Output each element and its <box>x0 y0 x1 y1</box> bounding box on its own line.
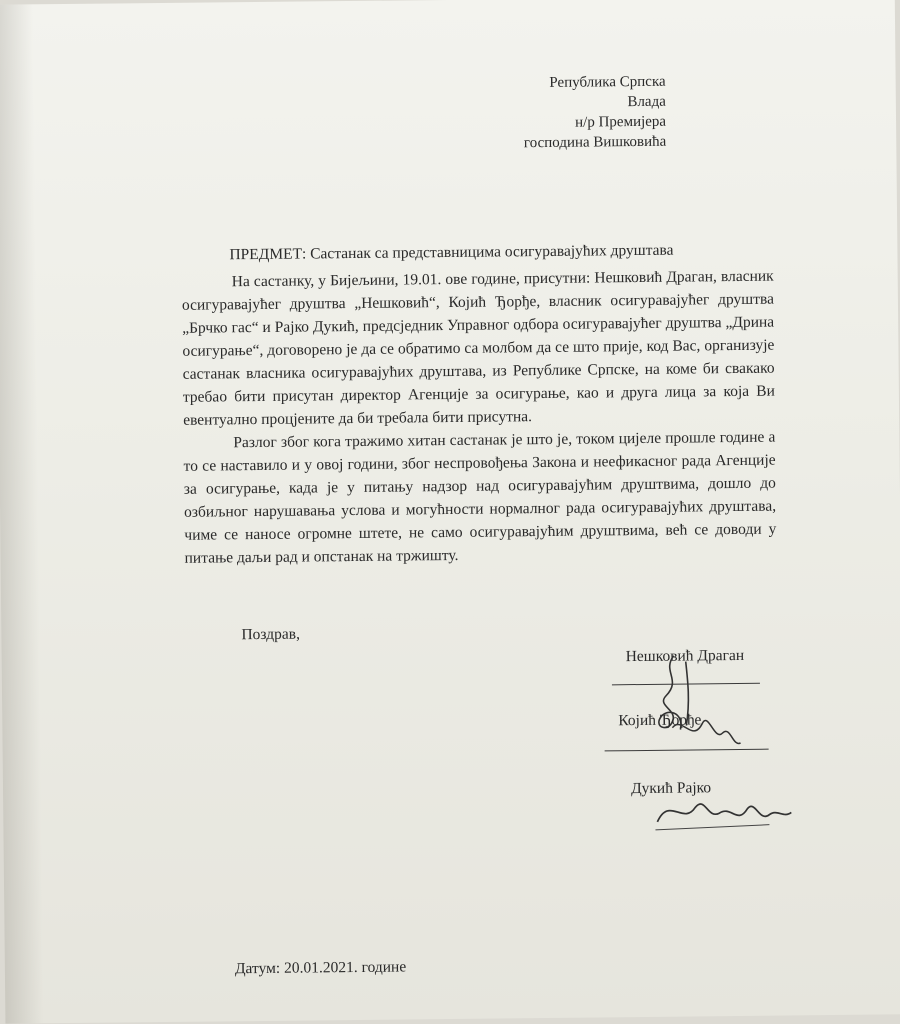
signatory-name: Нешковић Драган <box>625 646 745 666</box>
letter-body <box>182 265 777 570</box>
recipient-line: господина Вишковића <box>523 133 667 152</box>
page-shadow <box>0 4 43 1023</box>
recipient-line: Влада <box>627 93 666 111</box>
signatory-name: Којић Ђорђе <box>618 711 702 730</box>
handwritten-signature <box>662 697 753 758</box>
letter-date: Датум: 20.01.2021. године <box>234 958 407 978</box>
handwritten-signature <box>649 784 800 838</box>
body-paragraph: На састанку, у Бијељини, 19.01. ове године, присутни: Нешковић Драган, власник осигуравајућег друштва „Нешковић“, Којић Ђорђе, власник осигуравајућег друштва „Брчко гас“ и Рајко Дукић, предсједник Управног одбора осигуравајућег друштва „Дрина осигурање“, договорено је да се обратимо са молбом да се што прије, код Вас, организује састанак власника осигуравајућих друштава, из Републике Српске, на коме би свакако требао бити присутан директор Агенције за осигурање, као и друга лица за која Ви евентуално процјените да би требала бити присутна. <box>181 267 775 429</box>
body-paragraph: Разлог због кога тражимо хитан састанак је што је, током цијеле прошле године а то се наставило и у овој години, због неспровођења Закона и неефикасног рада Агенције за осигурање, када је у питању надзор над осигуравајућим друштвима, дошло до озбиљног нарушавања услова и могућности нормалног рада осигуравајућих друштава, чиме се наносе огромне штете, не само осигуравајућим друштвима, већ се доводи у питање даљи рад и опстанак на тржишту. <box>183 428 777 567</box>
recipient-address <box>466 72 667 154</box>
letter-greeting: Поздрав, <box>241 625 300 644</box>
recipient-line: н/р Премијера <box>575 113 667 131</box>
letter-subject: ПРЕДМЕТ: Састанак са представницима осигуравајућих друштава <box>229 241 674 264</box>
signatory-name: Дукић Рајко <box>630 779 712 798</box>
recipient-line: Република Српска <box>549 73 666 91</box>
